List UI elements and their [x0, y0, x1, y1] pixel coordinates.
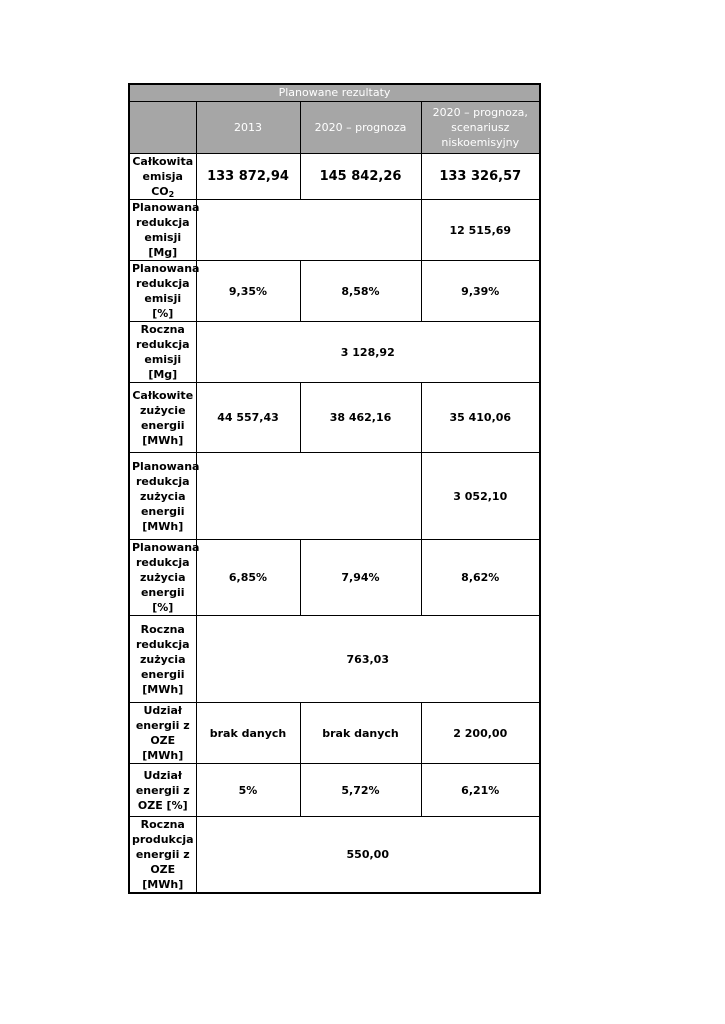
table-row — [129, 817, 540, 894]
value-2020-low-emission: 3 052,10 — [421, 453, 540, 540]
empty-merged-cell — [196, 453, 421, 540]
value-2013: 133 872,94 — [196, 154, 300, 200]
planned-results-table — [128, 83, 541, 894]
value-2020-low-emission: 6,21% — [421, 764, 540, 817]
value-2013: 5% — [196, 764, 300, 817]
value-2013: brak danych — [196, 703, 300, 764]
value-2020-low-emission: 8,62% — [421, 540, 540, 616]
table-row — [129, 261, 540, 322]
row-label-subscript: 2 — [168, 190, 175, 199]
row-label: Całkowite zużycie energii [MWh] — [129, 383, 196, 453]
value-2020-low-emission: 133 326,57 — [421, 154, 540, 200]
table-row — [129, 616, 540, 703]
header-2013: 2013 — [196, 102, 300, 154]
value-2020-low-emission: 9,39% — [421, 261, 540, 322]
table-row — [129, 322, 540, 383]
empty-merged-cell — [196, 200, 421, 261]
value-2020-forecast: 145 842,26 — [300, 154, 421, 200]
row-label: Roczna redukcja emisji [Mg] — [129, 322, 196, 383]
header-2020-low-emission: 2020 – prognoza, scenariusz niskoemisyjny — [421, 102, 540, 154]
table-row — [129, 764, 540, 817]
merged-value: 550,00 — [196, 817, 540, 894]
header-empty-cell — [129, 102, 196, 154]
value-2020-forecast: 8,58% — [300, 261, 421, 322]
row-label: Planowana redukcja emisji [%] — [129, 261, 196, 322]
value-2020-forecast: 5,72% — [300, 764, 421, 817]
value-2013: 9,35% — [196, 261, 300, 322]
value-2013: 6,85% — [196, 540, 300, 616]
row-label-text: Całkowita emisja CO — [132, 155, 194, 198]
row-label: Udział energii z OZE [MWh] — [129, 703, 196, 764]
merged-value: 3 128,92 — [196, 322, 540, 383]
merged-value: 763,03 — [196, 616, 540, 703]
table-row — [129, 703, 540, 764]
row-label: Planowana redukcja zużycia energii [%] — [129, 540, 196, 616]
row-label: Planowana redukcja emisji [Mg] — [129, 200, 196, 261]
value-2013: 44 557,43 — [196, 383, 300, 453]
value-2020-low-emission: 2 200,00 — [421, 703, 540, 764]
table-row — [129, 540, 540, 616]
table-row — [129, 383, 540, 453]
header-2020-forecast: 2020 – prognoza — [300, 102, 421, 154]
value-2020-low-emission: 12 515,69 — [421, 200, 540, 261]
table-row — [129, 453, 540, 540]
row-label: Planowana redukcja zużycia energii [MWh] — [129, 453, 196, 540]
row-label: Roczna produkcja energii z OZE [MWh] — [129, 817, 196, 894]
value-2020-low-emission: 35 410,06 — [421, 383, 540, 453]
row-label: Udział energii z OZE [%] — [129, 764, 196, 817]
value-2020-forecast: brak danych — [300, 703, 421, 764]
table-row — [129, 200, 540, 261]
table-caption: Planowane rezultaty — [129, 84, 540, 102]
row-label: Roczna redukcja zużycia energii [MWh] — [129, 616, 196, 703]
value-2020-forecast: 38 462,16 — [300, 383, 421, 453]
value-2020-forecast: 7,94% — [300, 540, 421, 616]
row-label — [129, 154, 196, 200]
table-row — [129, 154, 540, 200]
